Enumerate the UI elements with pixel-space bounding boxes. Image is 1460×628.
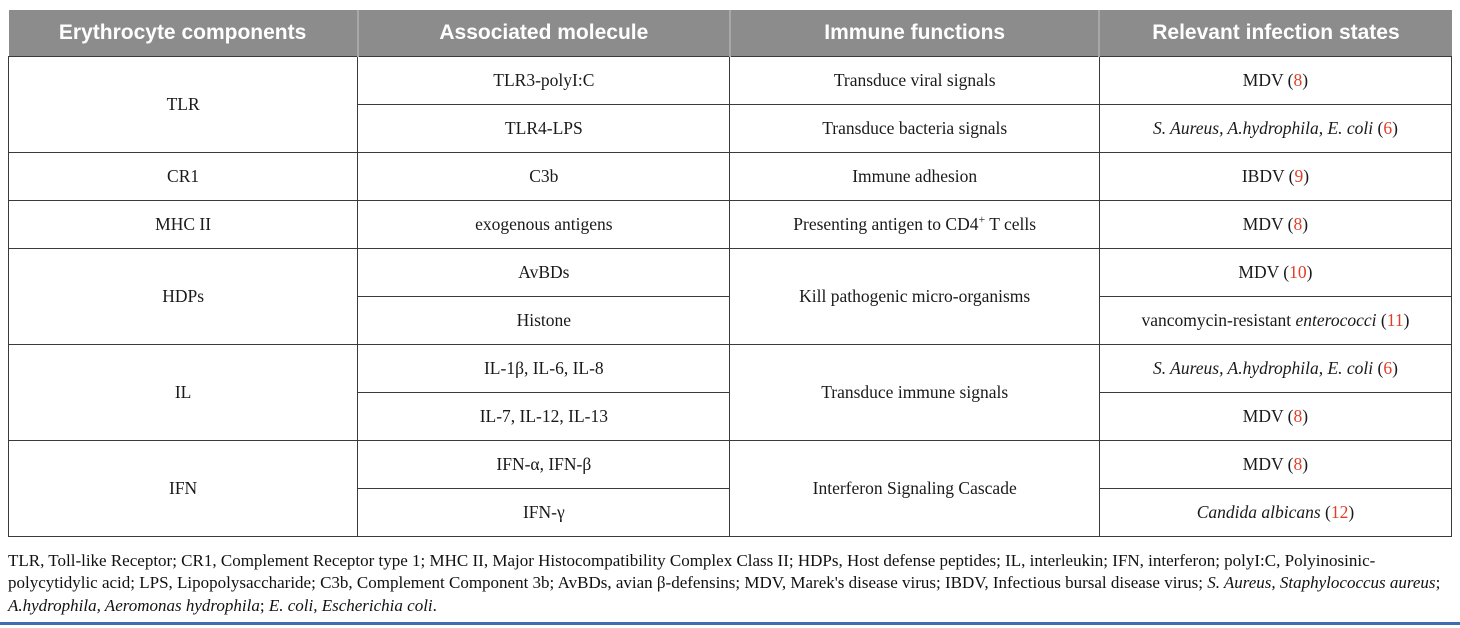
table-cell <box>1099 440 1451 488</box>
table-cell <box>730 200 1099 248</box>
text-segment: TLR4-LPS <box>504 117 583 138</box>
header-row <box>9 10 1452 56</box>
text-segment: ( <box>1320 501 1331 522</box>
table-cell <box>1099 488 1451 536</box>
table-row <box>9 152 1452 200</box>
table-cell <box>730 344 1099 440</box>
citation-ref[interactable]: 8 <box>1293 453 1303 474</box>
text-segment: S. Aureus, A.hydrophila, E. coli <box>1152 357 1374 378</box>
footnote <box>8 550 1450 618</box>
table-cell <box>358 152 730 200</box>
table-row <box>9 248 1452 296</box>
text-segment: MDV ( <box>1242 213 1294 234</box>
cell-component-tlr <box>9 56 358 152</box>
text-segment: E. coli, Escherichia coli <box>268 595 433 615</box>
cell-component-hdps <box>9 248 358 344</box>
text-segment: MDV ( <box>1242 69 1294 90</box>
citation-ref[interactable]: 6 <box>1383 117 1393 138</box>
text-segment: ; <box>259 595 269 615</box>
table-cell <box>1099 296 1451 344</box>
column-header-relevant-infection-states: Relevant infection states <box>1099 10 1451 56</box>
table-cell <box>1099 392 1451 440</box>
text-segment: MDV ( <box>1242 453 1294 474</box>
text-segment: Immune adhesion <box>852 165 978 186</box>
citation-ref[interactable]: 9 <box>1294 165 1304 186</box>
table-cell <box>1099 200 1451 248</box>
text-segment: ( <box>1376 309 1387 330</box>
text-segment: IFN-γ <box>522 501 565 522</box>
text-segment: MHC II <box>155 213 212 234</box>
text-segment: ) <box>1348 501 1355 522</box>
text-segment: ) <box>1392 117 1398 138</box>
text-segment: ) <box>1302 213 1309 234</box>
text-segment: IL <box>174 381 192 402</box>
cell-component-cr1 <box>9 152 358 200</box>
cell-component-mhc-ii <box>9 200 358 248</box>
text-segment: HDPs <box>162 285 205 306</box>
text-segment: Kill pathogenic micro-organisms <box>799 285 1031 306</box>
table-cell <box>358 296 730 344</box>
column-header-associated-molecule: Associated molecule <box>358 10 730 56</box>
text-segment: MDV ( <box>1238 261 1290 282</box>
text-segment: Interferon Signaling Cascade <box>812 477 1017 498</box>
text-segment: T cells <box>985 213 1037 234</box>
text-segment: exogenous antigens <box>475 213 613 234</box>
table-cell <box>358 248 730 296</box>
text-segment: enterococci <box>1295 309 1377 330</box>
text-segment: AvBDs <box>518 261 570 282</box>
text-segment: IFN <box>169 477 198 498</box>
text-segment: ; <box>1435 573 1441 593</box>
citation-ref[interactable]: 12 <box>1330 501 1349 522</box>
column-header-immune-functions: Immune functions <box>730 10 1099 56</box>
table-cell <box>730 104 1099 152</box>
table-cell <box>358 56 730 104</box>
text-segment: vancomycin-resistant <box>1141 309 1296 330</box>
citation-ref[interactable]: 10 <box>1289 261 1307 282</box>
text-segment: . <box>432 595 437 615</box>
citation-ref[interactable]: 8 <box>1293 213 1303 234</box>
table-cell <box>358 392 730 440</box>
cell-component-ifn <box>9 440 358 536</box>
bottom-accent-bar <box>0 622 1460 625</box>
table-cell <box>1099 56 1451 104</box>
text-segment: ) <box>1306 261 1313 282</box>
text-segment: IL-7, IL-12, IL-13 <box>479 405 608 426</box>
table-row <box>9 440 1452 488</box>
citation-ref[interactable]: 11 <box>1386 309 1404 330</box>
cell-component-il <box>9 344 358 440</box>
text-segment: ) <box>1403 309 1410 330</box>
text-segment: Presenting antigen to CD4 <box>793 213 979 234</box>
superscript-text: + <box>978 211 986 226</box>
text-segment: TLR <box>166 93 200 114</box>
table-cell <box>730 248 1099 344</box>
table-row <box>9 200 1452 248</box>
erythrocyte-table <box>8 10 1452 537</box>
text-segment: S. Aureus, Staphylococcus aureus <box>1207 573 1436 593</box>
text-segment: MDV ( <box>1242 405 1294 426</box>
text-segment: Candida albicans <box>1196 501 1321 522</box>
text-segment: IL-1β, IL-6, IL-8 <box>483 357 604 378</box>
citation-ref[interactable]: 6 <box>1383 357 1393 378</box>
table-body <box>9 56 1452 536</box>
text-segment: Transduce bacteria signals <box>822 117 1008 138</box>
column-header-erythrocyte-components: Erythrocyte components <box>9 10 358 56</box>
table-cell <box>358 200 730 248</box>
table-header <box>9 10 1452 56</box>
table-cell <box>730 440 1099 536</box>
text-segment: ( <box>1373 357 1384 378</box>
text-segment: ) <box>1302 69 1309 90</box>
text-segment: CR1 <box>167 165 200 186</box>
table-cell <box>730 152 1099 200</box>
text-segment: Histone <box>516 309 572 330</box>
table-cell <box>358 488 730 536</box>
citation-ref[interactable]: 8 <box>1293 69 1303 90</box>
text-segment: TLR, Toll-like Receptor; CR1, Complement Receptor type 1; MHC II, Major Histocompatibility Complex Class II; HDPs, Host defense peptides; IL, interleukin; IFN, interferon; polyI:C, Polyinosinic-polycytidylic acid; LPS, Lipopolysaccharide; C3b, Complement Component 3b; AvBDs, avian β-defensins; MDV, Marek's disease virus; IBDV, Infectious bursal disease virus; <box>8 550 1376 593</box>
table-cell <box>358 440 730 488</box>
text-segment: Transduce viral signals <box>833 69 996 90</box>
text-segment: A.hydrophila, Aeromonas hydrophila <box>8 595 260 615</box>
table-row <box>9 56 1452 104</box>
text-segment: IFN-α, IFN-β <box>496 453 592 474</box>
text-segment: C3b <box>529 165 559 186</box>
text-segment: ) <box>1302 405 1309 426</box>
text-segment: TLR3-polyI:C <box>493 69 595 90</box>
text-segment: Transduce immune signals <box>821 381 1009 402</box>
table-cell <box>1099 344 1451 392</box>
table-cell <box>1099 104 1451 152</box>
table-cell <box>358 344 730 392</box>
text-segment: S. Aureus, A.hydrophila, E. coli <box>1152 117 1374 138</box>
text-segment: ) <box>1392 357 1398 378</box>
text-segment: ) <box>1303 165 1310 186</box>
table-cell <box>1099 248 1451 296</box>
table-cell <box>730 56 1099 104</box>
table-cell <box>1099 152 1451 200</box>
citation-ref[interactable]: 8 <box>1293 405 1303 426</box>
text-segment: ( <box>1373 117 1384 138</box>
text-segment: IBDV ( <box>1241 165 1295 186</box>
table-cell <box>358 104 730 152</box>
table-row <box>9 344 1452 392</box>
text-segment: ) <box>1302 453 1309 474</box>
